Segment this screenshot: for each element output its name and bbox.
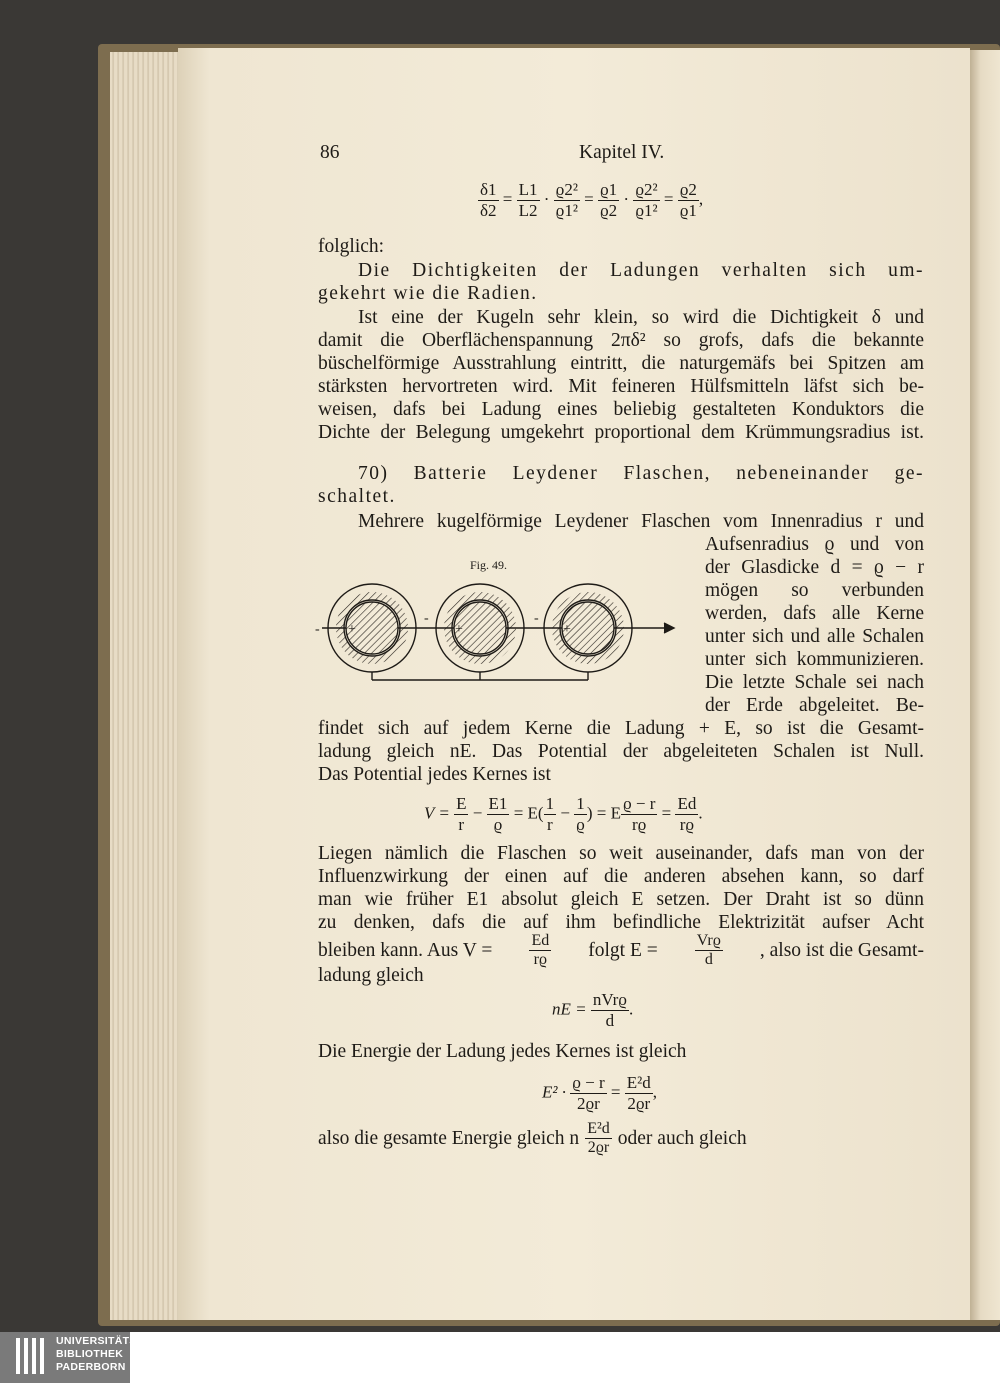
side-text-line-7: Die letzte Schale sei nach: [705, 672, 924, 693]
running-head: Kapitel IV.: [579, 142, 665, 163]
paragraph-5-line-4: zu denken, dafs die auf ihm befindliche Elektrizität aufser Acht: [318, 912, 924, 933]
section-heading-line-1: 70) Batterie Leydener Flaschen, nebeneinander ge-: [358, 463, 924, 484]
side-text-line-8: der Erde abgeleitet. Be-: [705, 695, 924, 716]
sign-3: -: [424, 611, 429, 626]
sign-6: +: [563, 622, 571, 637]
figure-leyden-jars: [312, 578, 702, 686]
formula-total-charge: nE = $\frac{\text{nVrϱ}}{d}$ .: [552, 990, 634, 1030]
side-text-line-2: der Glasdicke d = ϱ − r: [705, 557, 924, 578]
section-heading-line-2: schaltet.: [318, 486, 396, 507]
logo-line-2: BIBLIOTHEK: [56, 1348, 124, 1360]
paragraph-1-line-1: Die Dichtigkeiten der Ladungen verhalten sich um-: [358, 260, 924, 281]
formula-energy: E² · $\frac{ϱ - r}{2ϱr}$ = $\frac{\text{E²d}}{2ϱr}$ ,: [542, 1073, 657, 1113]
paragraph-5-line-last: ladung gleich: [318, 965, 424, 986]
side-text-line-1: Aufsenradius ϱ und von: [705, 534, 924, 555]
sign-1: -: [315, 622, 320, 637]
paragraph-4-line-2: ladung gleich nE. Das Potential der abgeleiteten Schalen ist Null.: [318, 741, 924, 762]
paragraph-2-line-6: Dichte der Belegung umgekehrt proportional dem Krümmungsradius ist.: [318, 422, 924, 443]
formula-potential: V = $\frac{E}{r}$ − $\frac{E1}{ϱ}$ = E( $\frac{1}{r}$ − $\frac{1}{ϱ}$ ) = E $\frac{ϱ - r}{rϱ}$ = $\frac{Ed}{rϱ}$ .: [424, 794, 703, 834]
formula-density-ratio: $\frac{\delta 1}{\delta 2}$ = $\frac{L1}{L2}$ · $\frac{\text{ϱ2²}}{\text{ϱ1²}}$ = $\frac{ϱ1}{ϱ2}$ · $\frac{\text{ϱ2²}}{\text{ϱ1²}}$ = $\frac{ϱ2}{ϱ1}$ ,: [480, 180, 704, 220]
paragraph-5-line-2: Influenzwirkung der einen auf die anderen absehen kann, so darf: [318, 866, 924, 887]
sign-4: +: [455, 622, 463, 637]
paragraph-5-line-3: man wie früher E1 absolut gleich E setzen. Der Draht ist so dünn: [318, 889, 924, 910]
side-text-line-3: mögen so verbunden: [705, 580, 924, 601]
text-folglich: folglich:: [318, 236, 385, 257]
library-logo-icon: [14, 1336, 50, 1376]
paragraph-2-line-5: weisen, dafs bei Ladung eines beliebig gestalteten Konduktors die: [318, 399, 924, 420]
page-number: 86: [320, 142, 340, 163]
paragraph-4-line-1: findet sich auf jedem Kerne die Ladung + E, so ist die Gesamt-: [318, 718, 924, 739]
library-logo-text: [56, 1335, 140, 1374]
paragraph-2-line-1: Ist eine der Kugeln sehr klein, so wird die Dichtigkeit δ und: [358, 307, 924, 328]
logo-line-1: UNIVERSITÄTS-: [56, 1335, 141, 1347]
side-text-line-6: unter sich kommunizieren.: [705, 649, 924, 670]
paragraph-5-line-1: Liegen nämlich die Flaschen so weit auseinander, dafs man von der: [318, 843, 924, 864]
paragraph-7: also die gesamte Energie gleich n $\frac{\text{E²d}}{2ϱr}$ oder auch gleich: [318, 1120, 747, 1156]
sign-5: -: [534, 611, 539, 626]
sign-2: +: [348, 622, 356, 637]
side-text-line-5: unter sich und alle Schalen: [705, 626, 924, 647]
paragraph-4-line-3: Das Potential jedes Kernes ist: [318, 764, 551, 785]
logo-line-3: PADERBORN: [56, 1361, 126, 1373]
paragraph-5-inline-formula: bleiben kann. Aus V = $\frac{Ed}{rϱ}$ folgt E = $\frac{\text{Vrϱ}}{d}$ , also ist die Gesamt-: [318, 932, 924, 968]
paragraph-6: Die Energie der Ladung jedes Kernes ist gleich: [318, 1041, 687, 1062]
facing-page-edge: [968, 50, 1000, 1320]
side-text-line-4: werden, dafs alle Kerne: [705, 603, 924, 624]
figure-caption: Fig. 49.: [470, 558, 508, 572]
paragraph-2-line-3: büschelförmige Ausstrahlung eintritt, die naturgemäfs bei Spitzen am: [318, 353, 924, 374]
paragraph-3-line-1: Mehrere kugelförmige Leydener Flaschen vom Innenradius r und: [358, 511, 924, 532]
paragraph-1-line-2: gekehrt wie die Radien.: [318, 283, 538, 304]
paragraph-2-line-2: damit die Oberflächenspannung 2πδ² so grofs, dafs die bekannte: [318, 330, 924, 351]
library-footer: [0, 1332, 1000, 1383]
paragraph-2-line-4: stärksten hervortreten wird. Mit feineren Hülfsmitteln läfst sich be-: [318, 376, 924, 397]
